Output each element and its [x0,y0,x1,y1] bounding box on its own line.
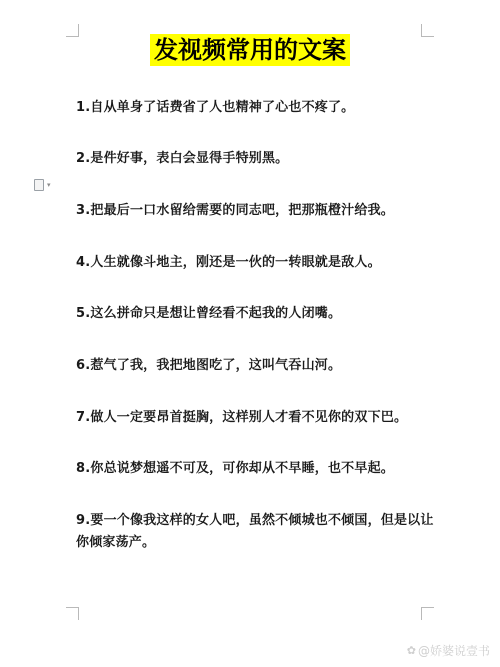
page-icon [34,179,44,191]
watermark-logo-icon: ✿ [406,644,416,657]
list-item-4: 4.人生就像斗地主，刚还是一伙的一转眼就是敌人。 [76,255,381,270]
watermark-text: @娇婆说壹书 [417,644,490,658]
list-item-2: 2.是件好事，表白会显得手特别黑。 [76,151,289,166]
document-icon[interactable] [34,179,52,191]
list-item-5: 5.这么拼命只是想让曾经看不起我的人闭嘴。 [76,306,342,321]
crop-mark-bottom-right [421,607,434,620]
list-item-6: 6.惹气了我，我把地图吃了，这叫气吞山河。 [76,358,342,373]
page-title: 发视频常用的文案 [150,34,350,66]
watermark [407,642,490,659]
list-item-7: 7.做人一定要昂首挺胸，这样别人才看不见你的双下巴。 [76,410,408,425]
list-item-3: 3.把最后一口水留给需要的同志吧，把那瓶橙汁给我。 [76,203,394,218]
list-item-1: 1.自从单身了话费省了人也精神了心也不疼了。 [76,100,355,115]
crop-mark-bottom-left [66,607,79,620]
list-item-8: 8.你总说梦想遥不可及，可你却从不早睡，也不早起。 [76,461,394,476]
title-row [0,34,500,66]
chevron-down-icon: ▾ [47,181,51,189]
list-item-9: 9.要一个像我这样的女人吧，虽然不倾城也不倾国，但是以让你倾家荡产。 [76,513,434,550]
